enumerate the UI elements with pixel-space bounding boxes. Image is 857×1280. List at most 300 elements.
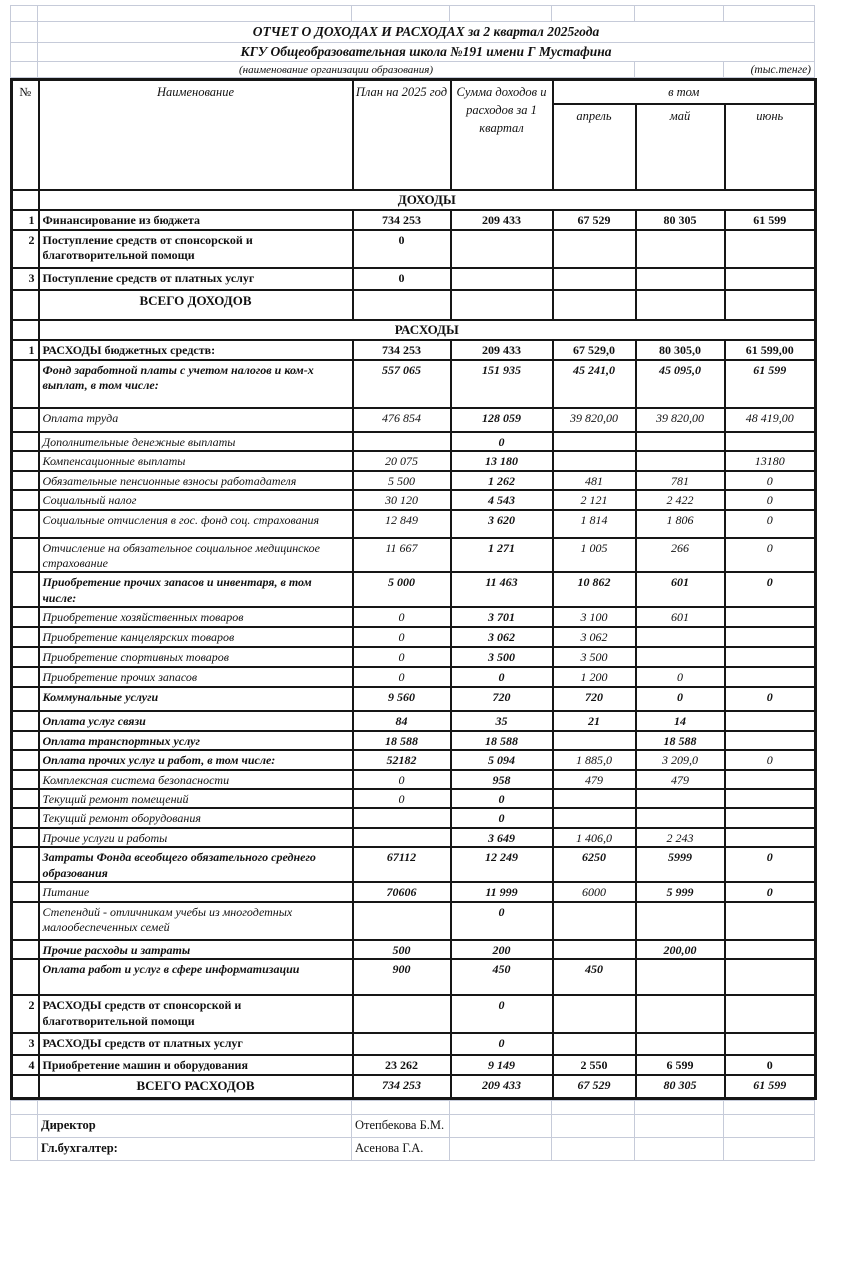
cell-may: 80 305 (636, 1075, 725, 1098)
cell-sum: 0 (451, 667, 553, 687)
cell-plan: 67112 (353, 847, 451, 882)
table-row (12, 770, 816, 789)
cell-may: 479 (636, 770, 725, 789)
cell-june: 61 599,00 (725, 340, 816, 360)
cell-may: 266 (636, 538, 725, 573)
cell-sum: 3 500 (451, 647, 553, 667)
row-label: РАСХОДЫ средств от платных услуг (39, 1033, 353, 1055)
total-row (12, 1075, 816, 1098)
row-number (12, 432, 39, 451)
row-label: Питание (39, 882, 353, 902)
cell-sum: 958 (451, 770, 553, 789)
cell-plan (353, 432, 451, 451)
row-label: Коммунальные услуги (39, 687, 353, 711)
cell-june: 0 (725, 490, 816, 509)
cell-sum: 209 433 (451, 340, 553, 360)
cell-june (725, 290, 816, 320)
table-row (12, 210, 816, 230)
col-header-plan: План на 2025 год (353, 80, 451, 191)
row-number: 2 (12, 230, 39, 268)
signature-grid (10, 1100, 815, 1161)
row-label: РАСХОДЫ средств от спонсорской и благотворительной помощи (39, 995, 353, 1033)
cell-may (636, 902, 725, 940)
row-number (12, 828, 39, 847)
cell-april: 1 005 (553, 538, 636, 573)
cell-june: 48 419,00 (725, 408, 816, 432)
row-label: Приобретение машин и оборудования (39, 1055, 353, 1075)
cell-may: 80 305,0 (636, 340, 725, 360)
cell-june (725, 432, 816, 451)
cell-april: 3 100 (553, 607, 636, 627)
row-number (12, 847, 39, 882)
cell-june (725, 995, 816, 1033)
cell-sum: 0 (451, 902, 553, 940)
org-note-label: (наименование организации образования) (38, 62, 635, 78)
report-title: ОТЧЕТ О ДОХОДАХ И РАСХОДАХ за 2 квартал 2025года (38, 22, 815, 43)
table-row (12, 538, 816, 573)
table-row (12, 510, 816, 538)
row-label: Отчисление на обязательное социальное медицинское страхование (39, 538, 353, 573)
cell-june (725, 959, 816, 995)
cell-april: 1 885,0 (553, 750, 636, 769)
row-label: РАСХОДЫ бюджетных средств: (39, 340, 353, 360)
cell-plan: 0 (353, 627, 451, 647)
cell-may (636, 627, 725, 647)
row-number (12, 290, 39, 320)
row-label: Поступление средств от платных услуг (39, 268, 353, 290)
cell-plan: 84 (353, 711, 451, 731)
cell-plan: 734 253 (353, 340, 451, 360)
cell-plan: 476 854 (353, 408, 451, 432)
cell-sum: 0 (451, 808, 553, 827)
cell-june: 0 (725, 882, 816, 902)
cell-april: 479 (553, 770, 636, 789)
cell-april: 67 529 (553, 210, 636, 230)
cell-plan: 5 500 (353, 471, 451, 490)
cell-sum: 5 094 (451, 750, 553, 769)
cell-may: 2 422 (636, 490, 725, 509)
row-label: Социальные отчисления в гос. фонд соц. страхования (39, 510, 353, 538)
row-label: Дополнительные денежные выплаты (39, 432, 353, 451)
col-header-june: июнь (725, 104, 816, 190)
cell-sum: 11 999 (451, 882, 553, 902)
table-row (12, 711, 816, 731)
cell-may: 601 (636, 572, 725, 607)
cell-plan: 5 000 (353, 572, 451, 607)
cell-june: 0 (725, 538, 816, 573)
cell-may: 80 305 (636, 210, 725, 230)
cell-may (636, 432, 725, 451)
cell-april (553, 230, 636, 268)
cell-sum: 0 (451, 995, 553, 1033)
row-number (12, 750, 39, 769)
section-title: РАСХОДЫ (39, 320, 816, 340)
cell-may: 781 (636, 471, 725, 490)
title-row (11, 22, 815, 43)
row-label: Текущий ремонт оборудования (39, 808, 353, 827)
col-header-num: № (12, 80, 39, 191)
row-number (12, 572, 39, 607)
cell-may (636, 995, 725, 1033)
row-number (12, 627, 39, 647)
cell-june (725, 627, 816, 647)
cell-sum: 9 149 (451, 1055, 553, 1075)
row-number (12, 882, 39, 902)
row-label: ВСЕГО РАСХОДОВ (39, 1075, 353, 1098)
row-label: Фонд заработной платы с учетом налогов и ком-х выплат, в том числе: (39, 360, 353, 408)
cell-sum: 3 062 (451, 627, 553, 647)
cell-april: 450 (553, 959, 636, 995)
signature-name: Асенова Г.А. (352, 1137, 450, 1160)
col-header-group: в том (553, 80, 816, 105)
table-header (12, 80, 816, 191)
cell-sum: 3 649 (451, 828, 553, 847)
cell-june: 0 (725, 510, 816, 538)
cell-plan: 30 120 (353, 490, 451, 509)
row-number (12, 1075, 39, 1098)
cell-april (553, 268, 636, 290)
cell-april (553, 451, 636, 470)
col-header-may: май (636, 104, 725, 190)
cell-june (725, 667, 816, 687)
cell-april: 1 814 (553, 510, 636, 538)
cell-may: 601 (636, 607, 725, 627)
cell-june (725, 770, 816, 789)
cell-sum: 0 (451, 789, 553, 808)
cell-may: 14 (636, 711, 725, 731)
table-row (12, 627, 816, 647)
signature-name: Отепбекова Б.М. (352, 1114, 450, 1137)
row-number (12, 190, 39, 210)
cell-april: 10 862 (553, 572, 636, 607)
cell-may: 0 (636, 687, 725, 711)
cell-april: 2 550 (553, 1055, 636, 1075)
cell-june: 0 (725, 1055, 816, 1075)
table-row (12, 607, 816, 627)
row-label: Приобретение спортивных товаров (39, 647, 353, 667)
cell-plan (353, 828, 451, 847)
cell-april: 39 820,00 (553, 408, 636, 432)
cell-june (725, 647, 816, 667)
row-label: Приобретение прочих запасов и инвентаря, в том числе: (39, 572, 353, 607)
cell-may (636, 1033, 725, 1055)
table-body (12, 190, 816, 1098)
cell-sum: 450 (451, 959, 553, 995)
cell-sum: 11 463 (451, 572, 553, 607)
cell-may: 5999 (636, 847, 725, 882)
cell-may: 0 (636, 667, 725, 687)
row-number: 1 (12, 340, 39, 360)
row-number (12, 320, 39, 340)
table-row (12, 1033, 816, 1055)
cell-may: 3 209,0 (636, 750, 725, 769)
row-number (12, 510, 39, 538)
row-number (12, 808, 39, 827)
note-row (11, 62, 815, 78)
cell-june: 13180 (725, 451, 816, 470)
cell-plan: 9 560 (353, 687, 451, 711)
row-label: Текущий ремонт помещений (39, 789, 353, 808)
col-header-april: апрель (553, 104, 636, 190)
cell-april: 21 (553, 711, 636, 731)
row-number (12, 538, 39, 573)
row-label: Прочие расходы и затраты (39, 940, 353, 959)
row-label: Социальный налог (39, 490, 353, 509)
cell-april (553, 731, 636, 750)
cell-april (553, 902, 636, 940)
cell-sum: 720 (451, 687, 553, 711)
table-row (12, 959, 816, 995)
row-label: Поступление средств от спонсорской и благотворительной помощи (39, 230, 353, 268)
cell-sum: 3 620 (451, 510, 553, 538)
row-number (12, 770, 39, 789)
table-row (12, 882, 816, 902)
table-row (12, 572, 816, 607)
row-label: Приобретение хозяйственных товаров (39, 607, 353, 627)
row-label: Финансирование из бюджета (39, 210, 353, 230)
cell-plan: 500 (353, 940, 451, 959)
table-row (12, 667, 816, 687)
table-row (12, 230, 816, 268)
top-grid (10, 5, 815, 78)
cell-june (725, 828, 816, 847)
cell-sum: 128 059 (451, 408, 553, 432)
cell-plan: 23 262 (353, 1055, 451, 1075)
row-label: Прочие услуги и работы (39, 828, 353, 847)
table-row (12, 451, 816, 470)
cell-april: 720 (553, 687, 636, 711)
cell-sum: 4 543 (451, 490, 553, 509)
row-label: Компенсационные выплаты (39, 451, 353, 470)
cell-may: 39 820,00 (636, 408, 725, 432)
blank-row (11, 6, 815, 22)
cell-june: 0 (725, 847, 816, 882)
section-title: ДОХОДЫ (39, 190, 816, 210)
row-number (12, 789, 39, 808)
cell-may: 18 588 (636, 731, 725, 750)
table-row (12, 828, 816, 847)
cell-april: 2 121 (553, 490, 636, 509)
cell-plan: 18 588 (353, 731, 451, 750)
row-number: 3 (12, 268, 39, 290)
cell-sum (451, 268, 553, 290)
cell-april: 1 200 (553, 667, 636, 687)
row-label: Приобретение канцелярских товаров (39, 627, 353, 647)
cell-plan: 0 (353, 789, 451, 808)
cell-may (636, 789, 725, 808)
cell-plan (353, 1033, 451, 1055)
cell-sum: 0 (451, 1033, 553, 1055)
cell-plan: 0 (353, 268, 451, 290)
row-number (12, 687, 39, 711)
cell-plan: 0 (353, 230, 451, 268)
cell-plan: 0 (353, 770, 451, 789)
row-number (12, 490, 39, 509)
cell-june: 0 (725, 572, 816, 607)
table-row (12, 268, 816, 290)
row-label: Затраты Фонда всеобщего обязательного среднего образования (39, 847, 353, 882)
row-number: 3 (12, 1033, 39, 1055)
cell-may (636, 647, 725, 667)
row-number: 2 (12, 995, 39, 1033)
cell-plan: 0 (353, 607, 451, 627)
cell-sum: 12 249 (451, 847, 553, 882)
signature-role: Гл.бухгалтер: (38, 1137, 352, 1160)
cell-june (725, 711, 816, 731)
cell-may (636, 808, 725, 827)
row-label: Комплексная система безопасности (39, 770, 353, 789)
col-header-name: Наименование (39, 80, 353, 191)
cell-plan (353, 808, 451, 827)
cell-plan (353, 290, 451, 320)
table-row (12, 995, 816, 1033)
cell-june (725, 230, 816, 268)
cell-may: 1 806 (636, 510, 725, 538)
row-number (12, 667, 39, 687)
cell-april (553, 940, 636, 959)
cell-plan: 11 667 (353, 538, 451, 573)
cell-june (725, 268, 816, 290)
cell-may (636, 959, 725, 995)
cell-april: 45 241,0 (553, 360, 636, 408)
cell-plan: 0 (353, 647, 451, 667)
table-row (12, 847, 816, 882)
cell-plan (353, 902, 451, 940)
row-label: Оплата прочих услуг и работ, в том числе: (39, 750, 353, 769)
signature-role: Директор (38, 1114, 352, 1137)
cell-sum: 200 (451, 940, 553, 959)
table-row (12, 490, 816, 509)
cell-april: 67 529,0 (553, 340, 636, 360)
cell-april (553, 808, 636, 827)
row-label: Обязательные пенсионные взносы работадателя (39, 471, 353, 490)
row-number (12, 711, 39, 731)
signature-row (11, 1114, 815, 1137)
cell-april: 1 406,0 (553, 828, 636, 847)
section-row (12, 190, 816, 210)
cell-june: 61 599 (725, 360, 816, 408)
cell-sum: 209 433 (451, 1075, 553, 1098)
cell-april (553, 432, 636, 451)
row-number (12, 940, 39, 959)
cell-may (636, 230, 725, 268)
cell-plan: 734 253 (353, 1075, 451, 1098)
cell-june: 61 599 (725, 210, 816, 230)
cell-june (725, 902, 816, 940)
cell-april: 6000 (553, 882, 636, 902)
cell-sum: 18 588 (451, 731, 553, 750)
table-row (12, 687, 816, 711)
cell-plan: 734 253 (353, 210, 451, 230)
row-number: 4 (12, 1055, 39, 1075)
cell-sum (451, 290, 553, 320)
cell-plan: 0 (353, 667, 451, 687)
table-row (12, 1055, 816, 1075)
row-label: Оплата транспортных услуг (39, 731, 353, 750)
table-row (12, 340, 816, 360)
cell-june: 61 599 (725, 1075, 816, 1098)
cell-sum: 3 701 (451, 607, 553, 627)
table-row (12, 940, 816, 959)
cell-plan (353, 995, 451, 1033)
cell-plan: 52182 (353, 750, 451, 769)
cell-june (725, 607, 816, 627)
total-row (12, 290, 816, 320)
row-number (12, 959, 39, 995)
cell-sum: 1 262 (451, 471, 553, 490)
cell-june (725, 731, 816, 750)
cell-may: 6 599 (636, 1055, 725, 1075)
cell-april (553, 789, 636, 808)
cell-sum: 209 433 (451, 210, 553, 230)
cell-may: 2 243 (636, 828, 725, 847)
cell-june (725, 940, 816, 959)
cell-sum: 1 271 (451, 538, 553, 573)
row-number (12, 902, 39, 940)
table-row (12, 750, 816, 769)
cell-june: 0 (725, 471, 816, 490)
cell-may: 45 095,0 (636, 360, 725, 408)
cell-june: 0 (725, 687, 816, 711)
cell-april: 3 062 (553, 627, 636, 647)
row-number (12, 647, 39, 667)
organization-name: КГУ Общеобразовательная школа №191 имени Г Мустафина (38, 43, 815, 62)
cell-may (636, 451, 725, 470)
cell-sum (451, 230, 553, 268)
row-label: ВСЕГО ДОХОДОВ (39, 290, 353, 320)
cell-june (725, 789, 816, 808)
organization-row (11, 43, 815, 62)
cell-may: 5 999 (636, 882, 725, 902)
cell-april: 481 (553, 471, 636, 490)
cell-plan: 12 849 (353, 510, 451, 538)
table-row (12, 432, 816, 451)
row-number (12, 408, 39, 432)
row-number (12, 471, 39, 490)
cell-june: 0 (725, 750, 816, 769)
row-label: Оплата работ и услуг в сфере информатизации (39, 959, 353, 995)
table-row (12, 471, 816, 490)
cell-april: 3 500 (553, 647, 636, 667)
cell-plan: 20 075 (353, 451, 451, 470)
cell-april: 6250 (553, 847, 636, 882)
cell-may (636, 290, 725, 320)
row-label: Приобретение прочих запасов (39, 667, 353, 687)
cell-may: 200,00 (636, 940, 725, 959)
row-number (12, 607, 39, 627)
signature-row (11, 1137, 815, 1160)
cell-sum: 35 (451, 711, 553, 731)
cell-april (553, 290, 636, 320)
units-note-label: (тыс.тенге) (724, 62, 815, 78)
cell-sum: 0 (451, 432, 553, 451)
cell-april (553, 1033, 636, 1055)
cell-plan: 70606 (353, 882, 451, 902)
table-row (12, 789, 816, 808)
row-label: Оплата услуг связи (39, 711, 353, 731)
row-number (12, 360, 39, 408)
row-number (12, 451, 39, 470)
cell-april (553, 995, 636, 1033)
section-row (12, 320, 816, 340)
cell-april: 67 529 (553, 1075, 636, 1098)
row-number (12, 731, 39, 750)
row-label: Оплата труда (39, 408, 353, 432)
cell-may (636, 268, 725, 290)
table-row (12, 902, 816, 940)
blank-row (11, 1100, 815, 1114)
cell-sum: 13 180 (451, 451, 553, 470)
